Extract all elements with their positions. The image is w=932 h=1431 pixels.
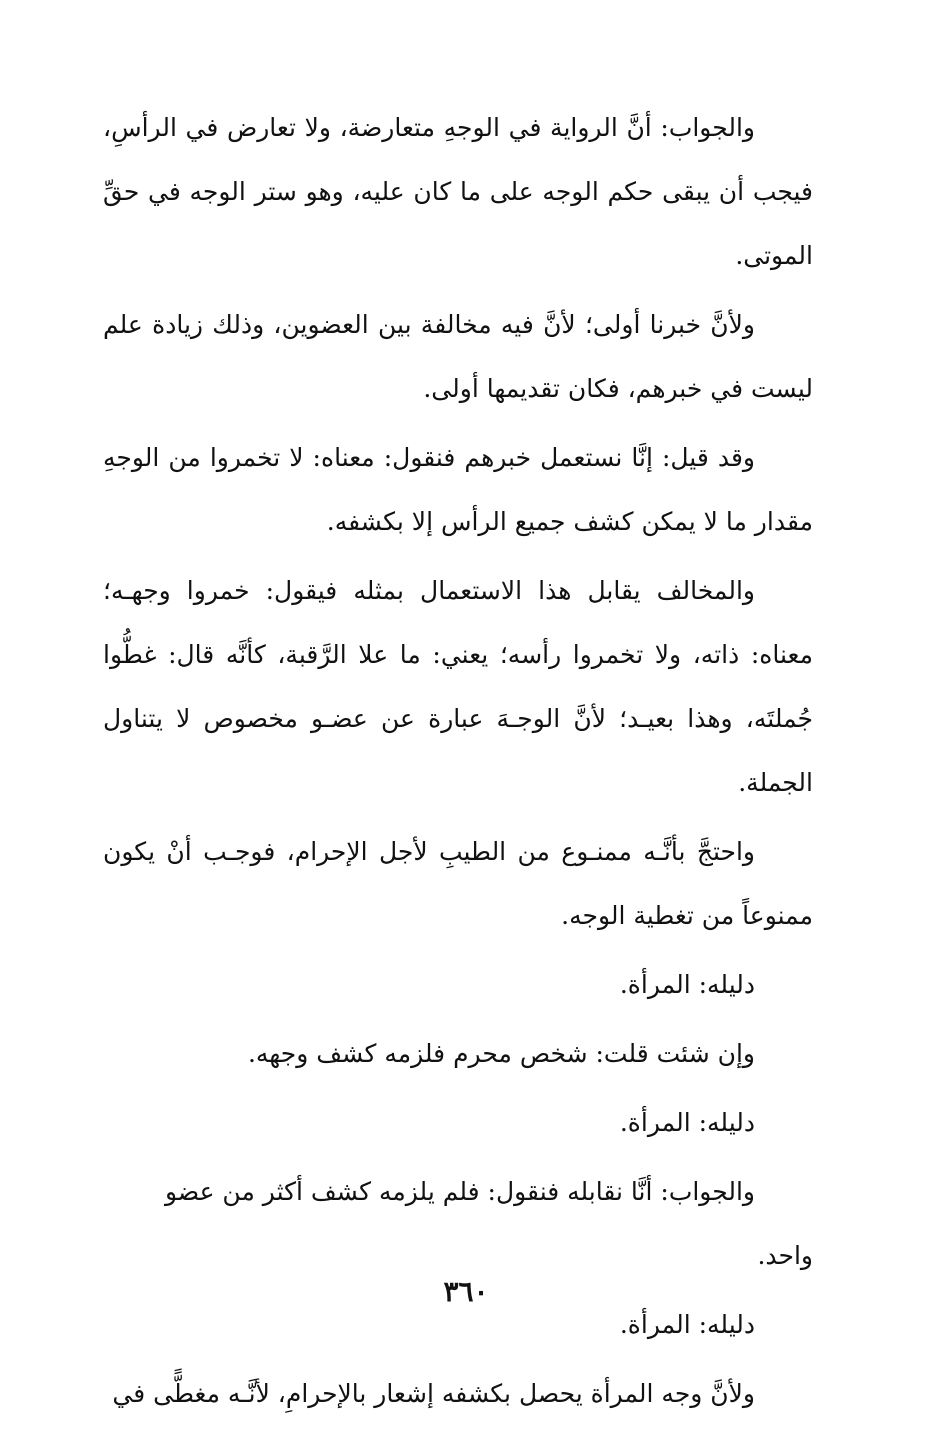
paragraph: والجواب: أنَّا نقابله فنقول: فلم يلزمه كشف أكثر من عضو واحد. <box>164 1177 813 1270</box>
paragraph: وإن شئت قلت: شخص محرم فلزمه كشف وجهه. <box>247 1039 755 1068</box>
paragraph: ولأنَّ وجه المرأة يحصل بكشفه إشعار بالإحرامِ، لأنَّـه مغطًّى في <box>112 1379 755 1408</box>
paragraph: واحتجَّ بأنَّـه ممنـوع من الطيبِ لأجل الإحرام، فوجـب أنْ يكون ممنوعاً من تغطية الوجه. <box>103 837 813 930</box>
paragraph: ولأنَّ خبرنا أولى؛ لأنَّ فيه مخالفة بين العضوين، وذلك زيادة علم ليست في خبرهم، فكان تقديمها أولى. <box>103 310 813 403</box>
paragraph: دليله: المرأة. <box>619 1310 755 1339</box>
paragraph: وقد قيل: إنَّا نستعمل خبرهم فنقول: معناه: لا تخمروا من الوجهِ مقدار ما لا يمكن كشف جميع الرأس إلا بكشفه. <box>103 443 813 536</box>
paragraph: والجواب: أنَّ الرواية في الوجهِ متعارضة، ولا تعارض في الرأسِ، فيجب أن يبقى حكم الوجه على ما كان عليه، وهو ستر الوجه في حقِّ الموتى. <box>103 113 813 270</box>
page-text <box>103 96 813 1431</box>
page-number: ٣٦٠ <box>443 1275 489 1308</box>
paragraph: والمخالف يقابل هذا الاستعمال بمثله فيقول: خمروا وجهـه؛ معناه: ذاته، ولا تخمروا رأسه؛ يعني: ما علا الرَّقبة، كأنَّه قال: غطُّوا جُملتَه، وهذا بعيـد؛ لأنَّ الوجـهَ عبارة عن عضـو مخصوص لا يتناول الجملة. <box>103 576 813 797</box>
paragraph: دليله: المرأة. <box>619 970 755 999</box>
paragraph: دليله: المرأة. <box>619 1108 755 1137</box>
